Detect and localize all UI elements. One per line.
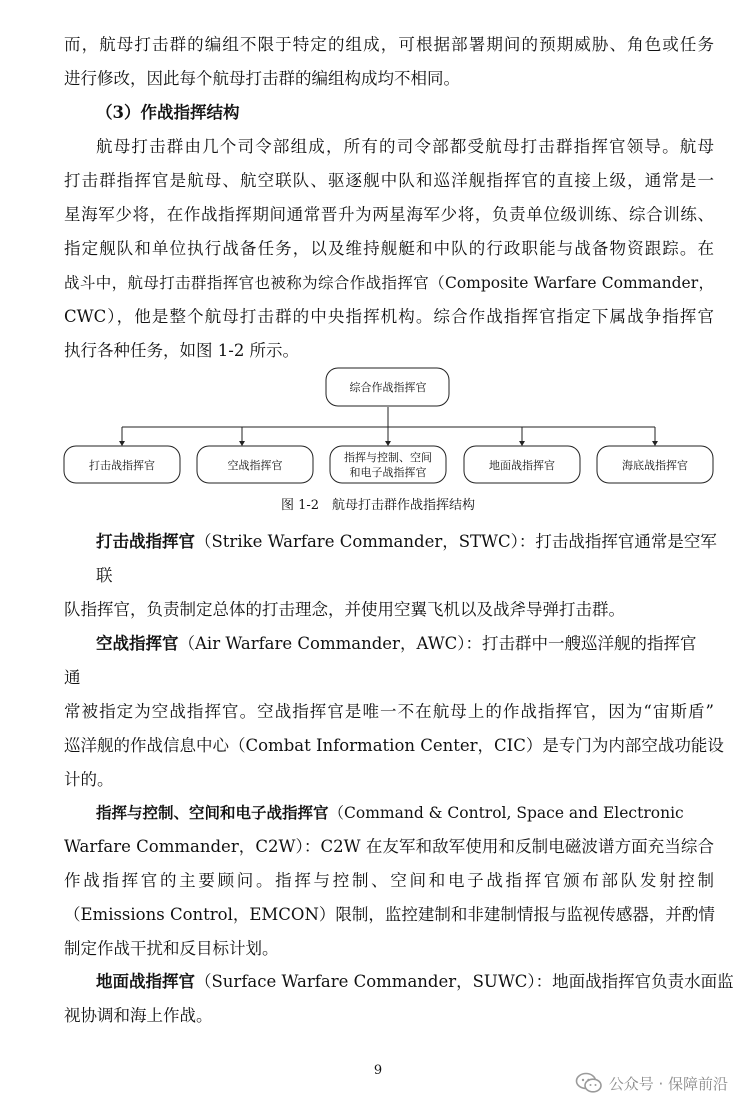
figure-caption: 图 1-2 航母打击群作战指挥结构 <box>280 498 476 513</box>
text-line: 进行修改，因此每个航母打击群的编组构成均不相同。 <box>64 69 460 88</box>
text-span: （Surface Warfare Commander，SUWC）：地面战指挥官负责水面监 <box>195 972 734 991</box>
diagram-node-stwc <box>64 446 180 483</box>
text-line: 航母打击群由几个司令部组成，所有的司令部都受航母打击群指挥官领导。航母 <box>96 137 714 156</box>
text-line: 巡洋舰的作战信息中心（Combat Information Center，CIC）是专门为内部空战功能设 <box>64 736 724 755</box>
diagram-node-label: 地面战指挥官 <box>489 459 555 472</box>
text-line: 战斗中，航母打击群指挥官也被称为综合作战指挥官（Composite Warfare Commander， <box>64 274 714 292</box>
text-line: 执行各种任务，如图 1-2 所示。 <box>64 341 300 360</box>
text-line: 作战指挥官的主要顾问。指挥与控制、空间和电子战指挥官颁布部队发射控制 <box>64 871 714 890</box>
diagram-node-awc <box>197 446 313 483</box>
connector-lines <box>122 407 655 444</box>
diagram-node-label: 打击战指挥官 <box>89 459 155 472</box>
text-line: 制定作战干扰和反目标计划。 <box>64 939 279 958</box>
term: 空战指挥官 <box>96 634 179 653</box>
text-line <box>96 972 756 992</box>
diagram-node-uswc <box>597 446 713 483</box>
text-line: 队指挥官，负责制定总体的打击理念，并使用空翼飞机以及战斧导弹打击群。 <box>64 600 625 619</box>
diagram-node-label: 海底战指挥官 <box>622 459 688 472</box>
text-span: （Strike Warfare Commander，STWC）：打击战指挥官通常是空军 <box>195 532 717 551</box>
diagram-node-c2w <box>330 446 446 483</box>
diagram-node-root <box>326 368 449 406</box>
section-heading: （3）作战指挥结构 <box>96 103 240 122</box>
term: 指挥与控制、空间和电子战指挥官 <box>96 803 329 822</box>
diagram-node-label: 综合作战指挥官 <box>349 381 427 394</box>
diagram-node-label: 指挥与控制、空间 <box>344 451 432 464</box>
text-line: 指定舰队和单位执行战备任务，以及维持舰艇和中队的行政职能与战备物资跟踪。在 <box>64 239 714 258</box>
text-span: （Command & Control, Space and Electronic <box>328 804 684 822</box>
text-line <box>96 634 756 654</box>
arrowheads <box>119 441 658 446</box>
diagram-node-suwc <box>464 446 580 483</box>
page-number: 9 <box>373 1063 383 1078</box>
text-span: （Air Warfare Commander，AWC）：打击群中一艘巡洋舰的指挥官 <box>178 634 697 653</box>
term: 地面战指挥官 <box>96 972 195 991</box>
text-line: 计的。 <box>64 770 114 789</box>
text-line: CWC），他是整个航母打击群的中央指挥机构。综合作战指挥官指定下属战争指挥官 <box>64 307 714 326</box>
diagram-node-label: 空战指挥官 <box>227 459 283 472</box>
text-line: 通 <box>64 668 81 687</box>
text-line <box>96 803 756 823</box>
text-line: 星海军少将，在作战指挥期间通常晋升为两星海军少将，负责单位级训练、综合训练、 <box>64 205 714 224</box>
text-line: Warfare Commander，C2W）：C2W 在友军和敌军使用和反制电磁波谱方面充当综合 <box>64 837 714 856</box>
text-line <box>96 532 756 552</box>
text-line: 而，航母打击群的编组不限于特定的组成，可根据部署期间的预期威胁、角色或任务 <box>64 35 714 54</box>
text-line: 视协调和海上作战。 <box>64 1006 213 1025</box>
text-line: （Emissions Control，EMCON）限制，监控建制和非建制情报与监视传感器，并酌情 <box>64 905 715 924</box>
text-line: 打击群指挥官是航母、航空联队、驱逐舰中队和巡洋舰指挥官的直接上级，通常是一 <box>64 171 714 190</box>
command-structure-diagram <box>0 360 756 490</box>
watermark <box>575 1072 728 1094</box>
wechat-icon <box>575 1072 603 1094</box>
watermark-text: 公众号 · 保障前沿 <box>608 1074 728 1093</box>
text-line: 常被指定为空战指挥官。空战指挥官是唯一不在航母上的作战指挥官，因为“宙斯盾” <box>64 702 714 721</box>
term: 打击战指挥官 <box>96 532 195 551</box>
text-line: 联 <box>96 566 113 585</box>
diagram-node-label: 和电子战指挥官 <box>349 466 427 479</box>
